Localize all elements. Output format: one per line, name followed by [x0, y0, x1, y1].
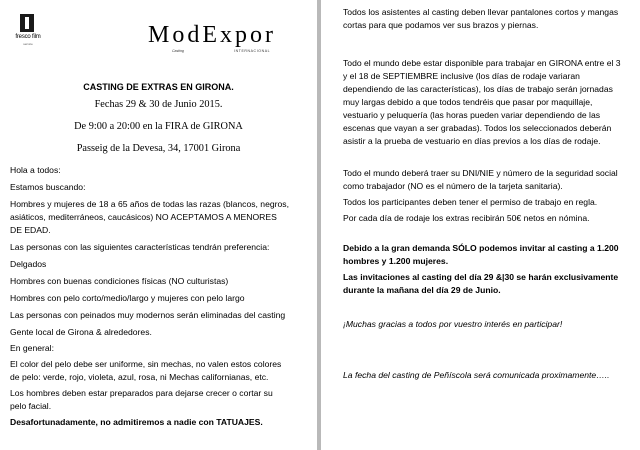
page-title: CASTING DE EXTRAS EN GIRONA. — [83, 82, 234, 92]
people-description-line: asiáticos, mediterráneos, caucásicos) NO ACEPTAMOS A MENORES — [10, 212, 277, 222]
casting-address: Passeig de la Devesa, 34, 17001 Girona — [76, 143, 241, 154]
hair-rule-line: El color del pelo debe ser uniforme, sin mechas, no valen estos colores — [10, 359, 282, 369]
left-page — [0, 0, 317, 450]
availability-line: vestuario y peluquería (las horas pueden variar dependiendo de las — [343, 110, 601, 120]
casting-hours: De 9:00 a 20:00 en la FIRA de GIRONA — [74, 121, 243, 132]
beard-rule-line: pelo facial. — [10, 401, 52, 411]
availability-line: Todo el mundo debe estar disponible para trabajar en GIRONA entre el 3 — [343, 58, 621, 68]
fresco-film-mark-icon — [20, 14, 34, 32]
tattoo-notice: Desafortunadamente, no admitiremos a nadie con TATUAJES. — [10, 417, 263, 427]
casting-dates: Fechas 29 & 30 de Junio 2015. — [94, 99, 223, 110]
work-permit-line: Todos los participantes deben tener el permiso de trabajo en regla. — [343, 197, 598, 207]
availability-line: muy largas debido a que todos tendréis que pasar por maquillaje, — [343, 97, 593, 107]
availability-line: asistir a la prueba de vestuario en días previos a los días de rodaje. — [343, 136, 601, 146]
pay-line: Por cada día de rodaje los extras recibirán 50€ netos en nómina. — [343, 213, 590, 223]
fresco-film-logo — [14, 14, 40, 54]
modexpor-logo-word: ModExpor — [148, 22, 276, 48]
modexpor-logo-intl: INTERNACIONAL — [234, 49, 271, 53]
clothing-line: cortas para que podamos ver sus brazos y piernas. — [343, 20, 539, 30]
invitations-line: Las invitaciones al casting del día 29 &|30 se harán exclusivamente — [343, 272, 619, 282]
preference-item: Delgados — [10, 259, 47, 269]
preference-item: Hombres con buenas condiciones físicas (NO culturistas) — [10, 276, 229, 286]
preference-item: Hombres con pelo corto/medio/largo y mujeres con pelo largo — [10, 293, 245, 303]
beard-rule-line: Los hombres deben estar preparados para dejarse crecer o cortar su — [10, 388, 273, 398]
people-description-line: DE EDAD. — [10, 225, 51, 235]
dni-line: como trabajador (NO es el número de la tarjeta sanitaria). — [343, 181, 563, 191]
fresco-film-logo-sub: service — [23, 42, 33, 46]
demand-line: hombres y 1.200 mujeres. — [343, 256, 449, 266]
peniscola-notice: La fecha del casting de Peñíscola será comunicada proximamente….. — [343, 370, 610, 380]
hair-rule-line: de pelo: verde, rojo, violeta, azul, rosa, ni Mechas californianas, etc. — [10, 372, 269, 382]
invitations-line: durante la mañana del día 29 de Junio. — [343, 285, 501, 295]
modexpor-logo-casting: Casting — [172, 49, 184, 53]
dni-line: Todo el mundo deberá traer su DNI/NIE y número de la seguridad social — [343, 168, 618, 178]
fresco-film-logo-name: fresco film — [15, 34, 41, 40]
modexpor-logo — [148, 22, 296, 53]
general-heading: En general: — [10, 343, 54, 353]
preference-item: Gente local de Girona & alrededores. — [10, 327, 152, 337]
availability-line: dependiendo de las características), los días de trabajo serán jornadas — [343, 84, 613, 94]
clothing-line: Todos los asistentes al casting deben llevar pantalones cortos y mangas — [343, 7, 619, 17]
thanks-line: ¡Muchas gracias a todos por vuestro interés en participar! — [343, 319, 563, 329]
demand-line: Debido a la gran demanda SÓLO podemos invitar al casting a 1.200 — [343, 243, 619, 253]
people-description-line: Hombres y mujeres de 18 a 65 años de todas las razas (blancos, negros, — [10, 199, 289, 209]
greeting: Hola a todos: — [10, 165, 61, 175]
preference-intro: Las personas con las siguientes características tendrán preferencia: — [10, 242, 270, 252]
availability-line: y el 18 de SEPTIEMBRE inclusive (los días de rodaje variaran — [343, 71, 580, 81]
right-page — [321, 0, 640, 450]
preference-item: Las personas con peinados muy modernos serán eliminadas del casting — [10, 310, 286, 320]
availability-line: escenas que vayan a ser grabadas). Todos los seleccionados deberán — [343, 123, 612, 133]
searching-label: Estamos buscando: — [10, 182, 86, 192]
